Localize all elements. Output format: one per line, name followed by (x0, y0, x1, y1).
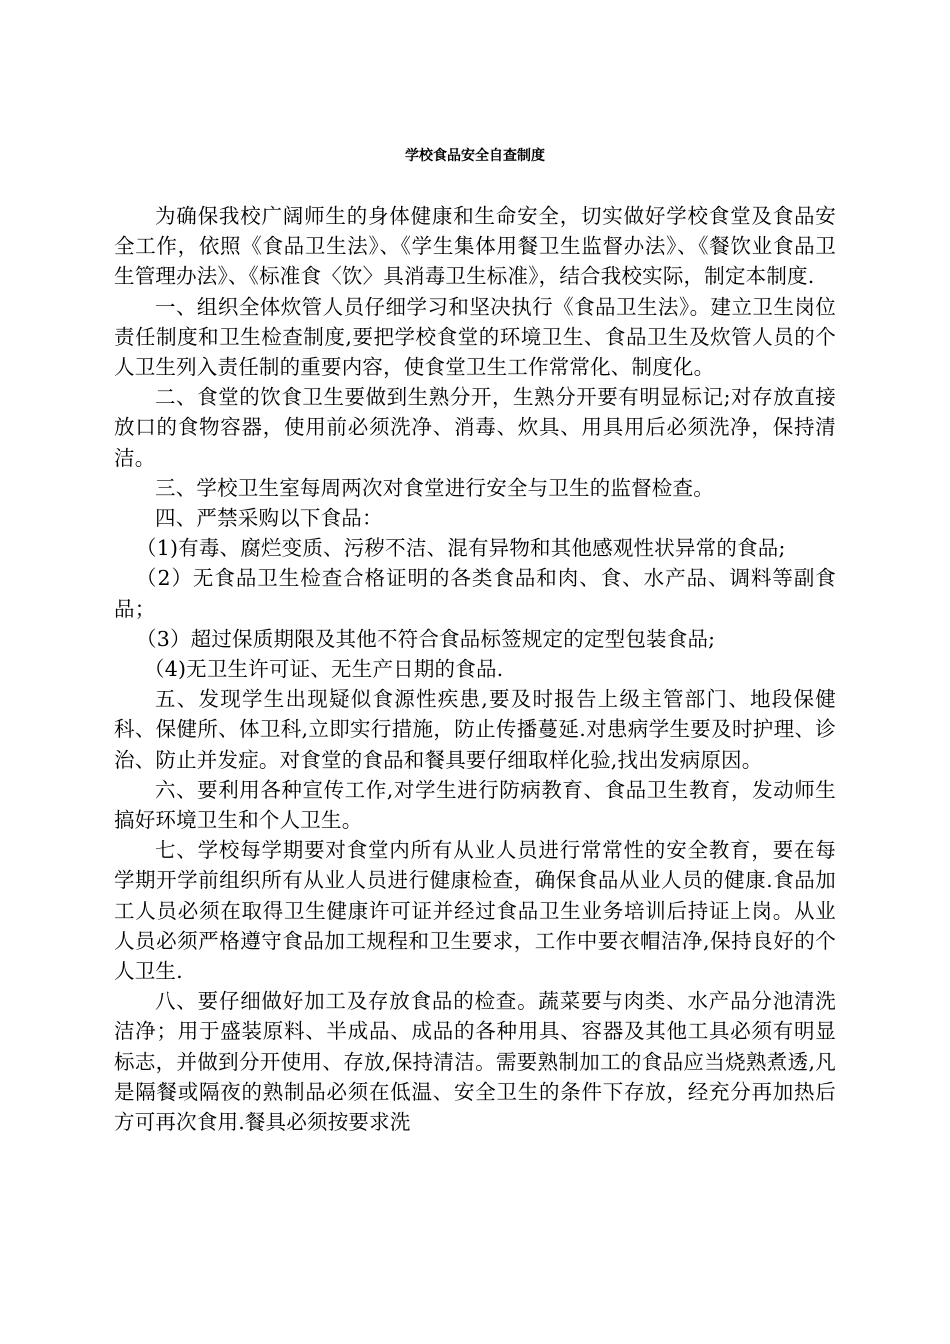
paragraph-item-8: 八、要仔细做好加工及存放食品的检查。蔬菜要与肉类、水产品分池清洗洁净；用于盛装原料、半成品、成品的各种用具、容器及其他工具必须有明显标志，并做到分开使用、存放,保持清洁。需要熟制加工的食品应当烧熟煮透,凡是隔餐或隔夜的熟制品必须在低温、安全卫生的条件下存放，经充分再加热后方可再次食用.餐具必须按要求洗 (114, 989, 836, 1135)
paragraph-intro: 为确保我校广阔师生的身体健康和生命安全，切实做好学校食堂及食品安全工作，依照《食品卫生法》、《学生集体用餐卫生监督办法》、《餐饮业食品卫生管理办法》、《标准食〈饮〉具消毒卫生标准》，结合我校实际，制定本制度. (114, 204, 836, 289)
paragraph-subitem-1: （1)有毒、腐烂变质、污秽不洁、混有异物和其他感观性状异常的食品; (136, 536, 786, 561)
paragraph-subitem-2: （2）无食品卫生检查合格证明的各类食品和肉、食、水产品、调料等副食品； (114, 566, 836, 621)
paragraph-item-1: 一、组织全体炊管人员仔细学习和坚决执行《食品卫生法》。建立卫生岗位责任制度和卫生检查制度,要把学校食堂的环境卫生、食品卫生及炊管人员的个人卫生列入责任制的重要内容，使食堂卫生工作常常化、制度化。 (114, 294, 836, 380)
paragraph-item-5: 五、发现学生出现疑似食源性疾患,要及时报告上级主管部门、地段保健科、保健所、体卫科,立即实行措施，防止传播蔓延.对患病学生要及时护理、诊治、防止并发症。对食堂的食品和餐具要仔细取样化验,找出发病原因。 (114, 687, 836, 772)
document-body (114, 201, 836, 1137)
paragraph-item-2: 二、食堂的饮食卫生要做到生熟分开，生熟分开要有明显标记;对存放直接放口的食物容器，使用前必须洗净、消毒、炊具、用具用后必须洗净，保持清洁。 (114, 385, 836, 470)
paragraph-item-4: 四、严禁采购以下食品： (155, 506, 383, 531)
paragraph-subitem-3: （3）超过保质期限及其他不符合食品标签规定的定型包装食品; (136, 626, 716, 651)
paragraph-item-6: 六、要利用各种宣传工作,对学生进行防病教育、食品卫生教育，发动师生搞好环境卫生和个人卫生。 (114, 777, 836, 833)
document-title: 学校食品安全自查制度 (405, 148, 545, 164)
paragraph-item-3: 三、学校卫生室每周两次对食堂进行安全与卫生的监督检查。 (155, 475, 714, 500)
paragraph-item-7: 七、学校每学期要对食堂内所有从业人员进行常常性的安全教育，要在每学期开学前组织所有从业人员进行健康检查，确保食品从业人员的健康.食品加工人员必须在取得卫生健康许可证并经过食品卫生业务培训后持证上岗。从业人员必须严格遵守食品加工规程和卫生要求，工作中要衣帽洁净,保持良好的个人卫生. (114, 838, 836, 984)
paragraph-subitem-4: （4)无卫生许可证、无生产日期的食品. (144, 657, 504, 682)
